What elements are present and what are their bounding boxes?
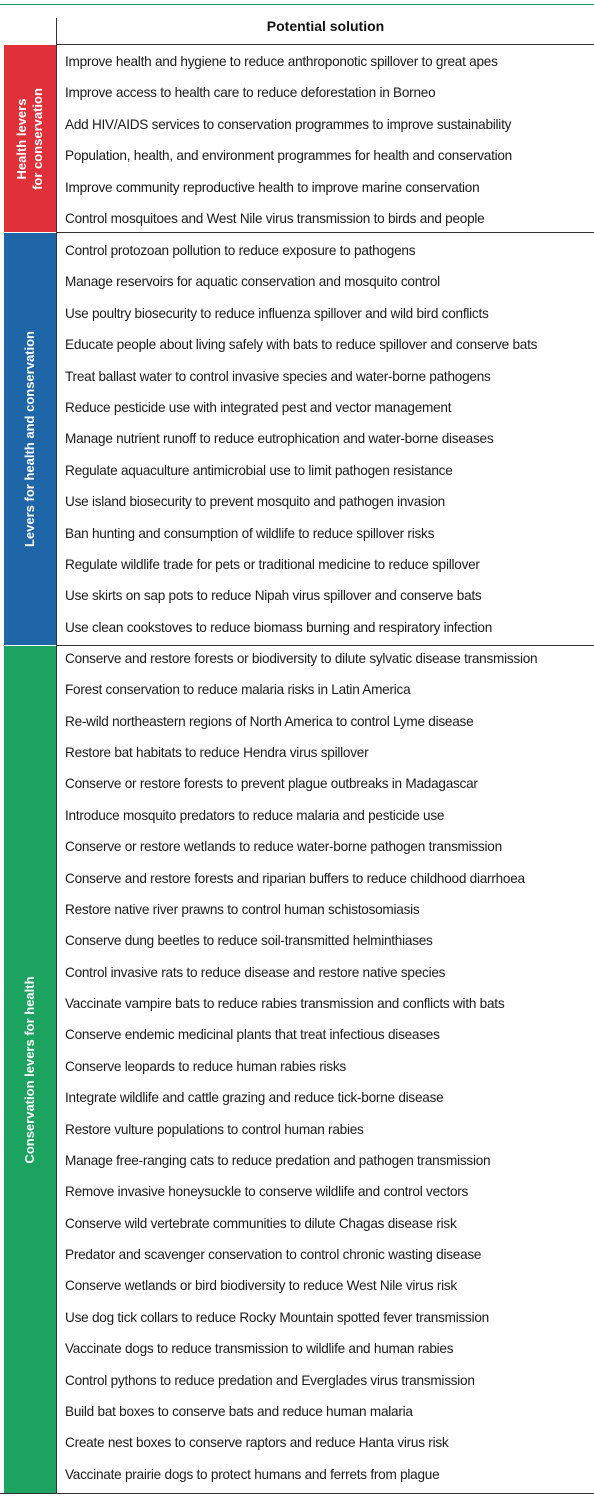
table-row: Restore vulture populations to control human rabies <box>65 1121 364 1137</box>
group-label-line1: Health levers <box>14 98 29 179</box>
table-row: Manage free-ranging cats to reduce predation and pathogen transmission <box>65 1152 491 1168</box>
table-row: Vaccinate prairie dogs to protect humans and ferrets from plague <box>65 1466 440 1482</box>
table-bottom-rule <box>0 1493 594 1494</box>
group-label-health-levers <box>14 88 46 190</box>
table-row: Control mosquitoes and West Nile virus transmission to birds and people <box>65 211 485 226</box>
table-row: Create nest boxes to conserve raptors and reduce Hanta virus risk <box>65 1435 449 1451</box>
table-row: Conserve and restore forests and riparian buffers to reduce childhood diarrhoea <box>65 870 525 886</box>
table-row: Improve access to health care to reduce deforestation in Borneo <box>65 85 436 101</box>
table-row: Conserve dung beetles to reduce soil-transmitted helminthiases <box>65 933 433 949</box>
table-row: Conserve endemic medicinal plants that treat infectious diseases <box>65 1027 440 1043</box>
table-row: Improve health and hygiene to reduce anthroponotic spillover to great apes <box>65 54 498 69</box>
group-health-levers <box>4 45 56 232</box>
table-row: Manage nutrient runoff to reduce eutrophication and water-borne diseases <box>65 431 494 447</box>
table-row: Use poultry biosecurity to reduce influenza spillover and wild bird conflicts <box>65 305 489 321</box>
table-row: Re-wild northeastern regions of North America to control Lyme disease <box>65 713 474 729</box>
table-row: Conserve leopards to reduce human rabies risks <box>65 1058 346 1074</box>
table-row: Use island biosecurity to prevent mosquito and pathogen invasion <box>65 494 445 510</box>
group-health-and-conservation <box>4 233 56 645</box>
group-label-line1: Conservation levers for health <box>22 975 37 1164</box>
table-row: Remove invasive honeysuckle to conserve wildlife and control vectors <box>65 1184 469 1200</box>
header-rule <box>56 44 594 45</box>
table-row: Restore native river prawns to control human schistosomiasis <box>65 901 420 917</box>
group-label-line1: Levers for health and conservation <box>22 330 37 548</box>
table-row: Regulate aquaculture antimicrobial use to limit pathogen resistance <box>65 462 453 478</box>
group-label-health-and-conservation <box>22 331 38 547</box>
table-row: Conserve wetlands or bird biodiversity to reduce West Nile virus risk <box>65 1278 457 1294</box>
section-rule-2 <box>56 645 594 646</box>
table-row: Educate people about living safely with bats to reduce spillover and conserve bats <box>65 337 538 353</box>
table-row: Add HIV/AIDS services to conservation programmes to improve sustainability <box>65 116 512 132</box>
table-row: Control pythons to reduce predation and Everglades virus transmission <box>65 1372 475 1388</box>
table-row: Improve community reproductive health to improve marine conservation <box>65 179 480 195</box>
table-row: Treat ballast water to control invasive species and water-borne pathogens <box>65 368 491 384</box>
table-row: Restore bat habitats to reduce Hendra virus spillover <box>65 745 369 761</box>
table-row: Conserve and restore forests or biodiversity to dilute sylvatic disease transmission <box>65 651 538 666</box>
table-row: Control invasive rats to reduce disease and restore native species <box>65 964 446 980</box>
table-row: Conserve or restore forests to prevent plague outbreaks in Madagascar <box>65 776 478 792</box>
table-row: Vaccinate dogs to reduce transmission to wildlife and human rabies <box>65 1341 454 1357</box>
section-rule-1 <box>56 232 594 233</box>
group-label-conservation-levers <box>22 976 38 1163</box>
table-row: Population, health, and environment programmes for health and conservation <box>65 148 512 164</box>
table-row: Ban hunting and consumption of wildlife to reduce spillover risks <box>65 525 435 541</box>
table-header <box>57 12 594 44</box>
table-row: Use dog tick collars to reduce Rocky Mountain spotted fever transmission <box>65 1309 489 1325</box>
left-column-rule <box>56 18 57 1494</box>
table-row: Manage reservoirs for aquatic conservation and mosquito control <box>65 274 440 290</box>
table-row: Introduce mosquito predators to reduce malaria and pesticide use <box>65 807 445 823</box>
table-row: Conserve or restore wetlands to reduce water-borne pathogen transmission <box>65 839 502 855</box>
column-title: Potential solution <box>266 18 385 34</box>
table-row: Vaccinate vampire bats to reduce rabies transmission and conflicts with bats <box>65 996 505 1012</box>
group-conservation-levers <box>4 646 56 1493</box>
table-row: Regulate wildlife trade for pets or traditional medicine to reduce spillover <box>65 557 480 572</box>
table-row: Reduce pesticide use with integrated pest and vector management <box>65 400 452 415</box>
table-row: Control protozoan pollution to reduce exposure to pathogens <box>65 243 416 258</box>
group-label-line2: for conservation <box>30 87 45 190</box>
table-row: Predator and scavenger conservation to control chronic wasting disease <box>65 1247 482 1263</box>
table-row: Build bat boxes to conserve bats and reduce human malaria <box>65 1403 413 1419</box>
table-row: Forest conservation to reduce malaria risks in Latin America <box>65 682 411 698</box>
table-row: Conserve wild vertebrate communities to dilute Chagas disease risk <box>65 1215 457 1231</box>
table-row: Use skirts on sap pots to reduce Nipah virus spillover and conserve bats <box>65 588 482 604</box>
table-row: Use clean cookstoves to reduce biomass burning and respiratory infection <box>65 619 493 635</box>
table-row: Integrate wildlife and cattle grazing and reduce tick-borne disease <box>65 1090 444 1106</box>
